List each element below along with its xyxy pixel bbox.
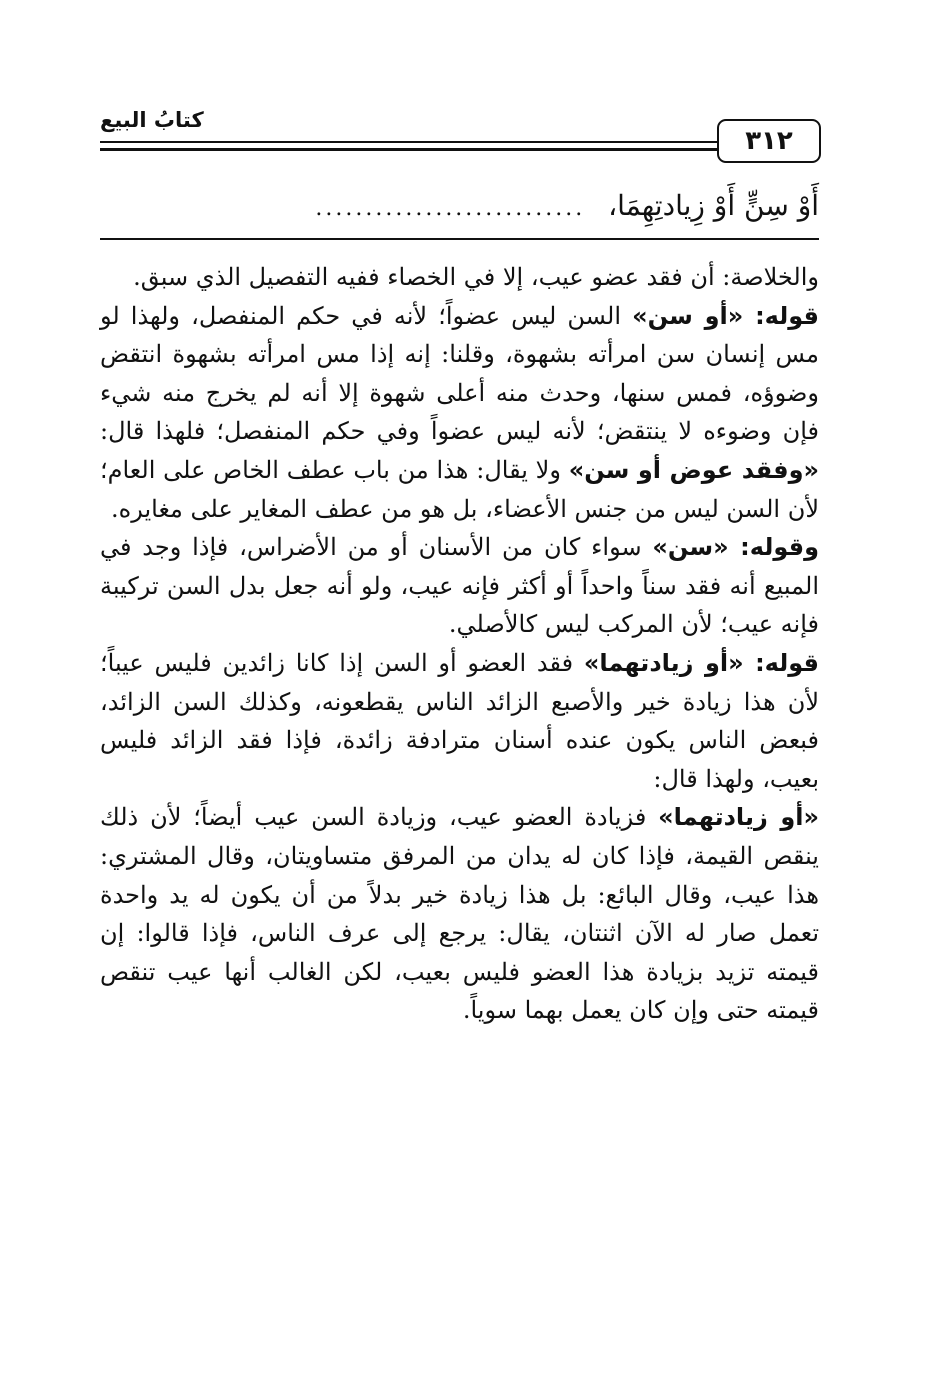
running-header-book-title: كتابُ البيع xyxy=(100,108,204,132)
paragraph-text: والخلاصة: أن فقد عضو عيب، إلا في الخصاء ففيه التفصيل الذي سبق. xyxy=(133,263,819,291)
paragraph-lead: «أو زيادتهما» xyxy=(658,803,820,832)
matn-text: أَوْ سِنٍّ أَوْ زِيادتِهِمَا، xyxy=(608,189,819,222)
paragraph-text: فقد العضو أو السن إذا كانا زائدين فليس عيباً؛ لأن هذا زيادة خير والأصبع الزائد الناس يقطعونه، وكذلك السن الزائد، فبعض الناس يكون عنده أسنان مترادفة زائدة، فإذا فقد الزائد فليس بعيب، ولهذا قال: xyxy=(100,648,819,793)
paragraph-summary xyxy=(100,258,819,297)
commentary-body xyxy=(100,258,819,1030)
matn-line xyxy=(100,186,819,229)
paragraph-text-tail: ولا يقال: هذا من باب عطف الخاص على العام؛ لأن السن ليس من جنس الأعضاء، بل هو من عطف المغاير على مغايره. xyxy=(100,455,819,523)
paragraph-tooth-kinds xyxy=(100,528,819,644)
header-rule-bottom xyxy=(100,148,819,151)
paragraph-lead: وقوله: «سن» xyxy=(652,533,820,562)
paragraph-text: فزيادة العضو عيب، وزيادة السن عيب أيضاً؛ لأن ذلك ينقص القيمة، فإذا كان له يدان من المرفق متساويتان، وقال المشتري: هذا عيب، وقال البائع: بل هذا زيادة خير بدلاً من أن يكون له يد واحدة تعمل صار له الآن اثنتان، يقال: يرجع إلى عرف الناس، فإذا قالوا: إن قيمته تزيد بزيادة هذا العضو فليس بعيب، لكن الغالب أنها عيب تنقص قيمته حتى وإن كان يعمل بهما سوياً. xyxy=(100,803,820,1025)
paragraph-lead: قوله: «أو زيادتهما» xyxy=(583,648,819,677)
paragraph-lead: قوله: «أو سن» xyxy=(632,301,819,330)
paragraph-extra xyxy=(100,644,819,798)
page-number-box xyxy=(717,119,821,163)
matn-dots: ........................... xyxy=(315,196,586,221)
paragraph-text: سواء كان من الأسنان أو من الأضراس، فإذا وجد في المبيع أنه فقد سناً واحداً أو أكثر فإنه عيب، ولو أنه جعل بدل السن تركيبة فإنه عيب؛ لأن المركب ليس كالأصلي. xyxy=(100,533,819,639)
matn-separator-rule xyxy=(100,238,819,240)
paragraph-text: السن ليس عضواً؛ لأنه في حكم المنفصل، ولهذا لو مس إنسان سن امرأته بشهوة، وقلنا: إنه إذا مس امرأته بشهوة انتقض وضوؤه، فمس سنها، وحدث منه أعلى شهوة إلا أنه لم يخرج منه شيء فإن وضوءه لا ينتقض؛ لأنه ليس عضواً وفي حكم المنفصل؛ فلهذا قال: xyxy=(100,301,820,446)
paragraph-extra-defect xyxy=(100,798,819,1030)
header-rule-top xyxy=(100,141,819,143)
inline-quote: «وفقد عوض أو سن» xyxy=(568,455,819,484)
page-number: ٣١٢ xyxy=(745,126,793,156)
paragraph-tooth xyxy=(100,297,819,529)
